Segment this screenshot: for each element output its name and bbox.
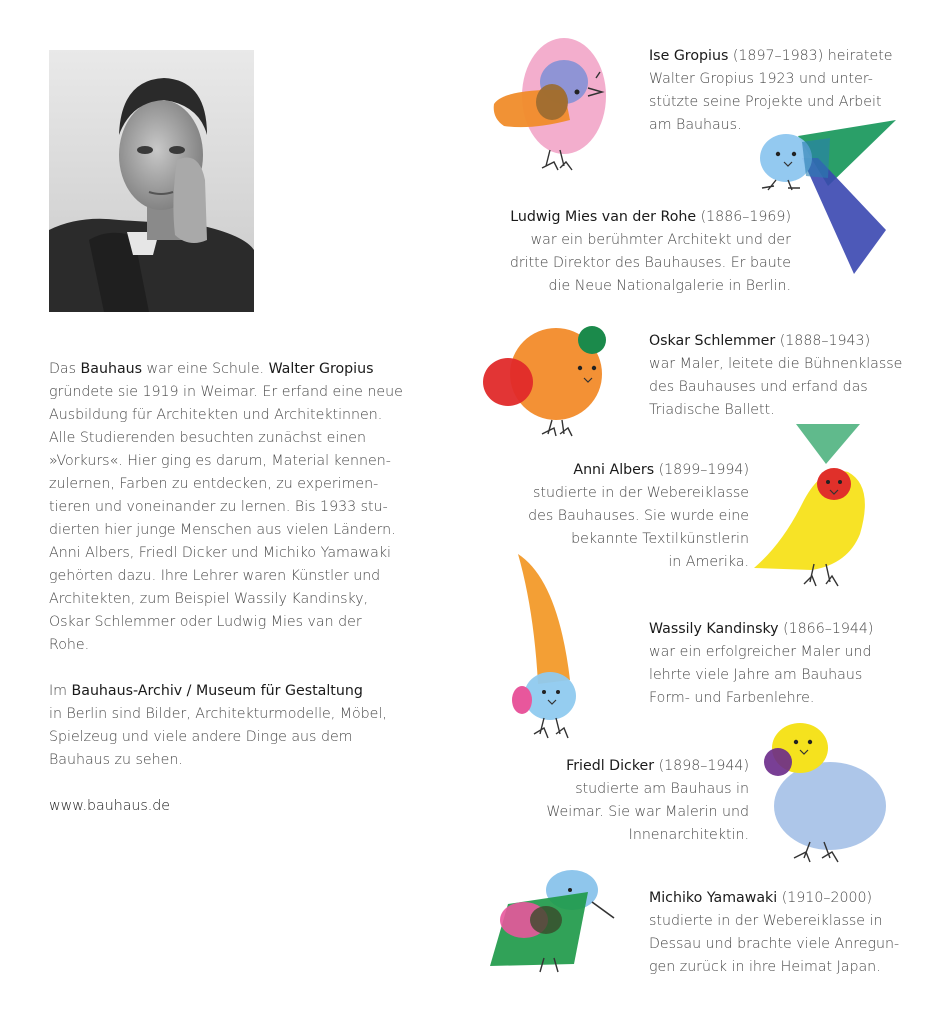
intro-paragraph-1: Das Bauhaus war eine Schule. Walter Gropius gründete sie 1919 in Weimar. Er erfand eine neue Ausbildung für Architekten und Architektinnen. Alle Studierenden besuchten zunächst einen »Vorkurs«. Hier ging es darum, Material kennen- zulernen, Farben zu entdecken, zu experimen- tieren und voneinander zu lernen. Bis 1933 stu- dierten hier junge Menschen aus vielen Ländern. Anni Albers, Friedl Dicker und Michiko Yamawaki gehörten dazu. Ihre Lehrer waren Künstler und Architekten, zum Beispiel Wassily Kandinsky, Oskar Schlemmer oder Ludwig Mies van der Rohe. [49,361,403,653]
bird-oskar-schlemmer-illustration [482,322,612,436]
bird-michiko-yamawaki-illustration [488,868,618,974]
bio-ise-gropius: Ise Gropius (1897–1983) heiratete Walter Gropius 1923 und unter- stützte seine Projekte und Arbeit am Bauhaus. [649,48,893,133]
bird-wassily-kandinsky-illustration [508,550,580,740]
bio-ludwig-mies-van-der-rohe: Ludwig Mies van der Rohe (1886–1969) war ein berühmter Architekt und der dritte Direktor des Bauhauses. Er baute die Neue Nationalgalerie in Berlin. [509,209,791,294]
bio-friedl-dicker: Friedl Dicker (1898–1944) studierte am Bauhaus in Weimar. Sie war Malerin und Innenarchitektin. [546,758,749,843]
bird-friedl-dicker-illustration [754,720,888,864]
bio-anni-albers: Anni Albers (1899–1994) studierte in der Webereiklasse des Bauhauses. Sie wurde eine bekannte Textilkünstlerin in Amerika. [528,462,749,570]
bio-oskar-schlemmer: Oskar Schlemmer (1888–1943) war Maler, leitete die Bühnenklasse des Bauhauses und erfand das Triadische Ballett. [649,333,903,418]
bird-ise-gropius-illustration [492,34,614,174]
portrait-photo-walter-gropius [49,50,254,312]
website-link[interactable]: www.bauhaus.de [49,798,171,814]
bird-anni-albers-illustration [752,424,870,588]
bio-michiko-yamawaki: Michiko Yamawaki (1910–2000) studierte in der Webereiklasse in Dessau und brachte viele Anregun- gen zurück in ihre Heimat Japan. [649,890,900,975]
intro-text [49,358,409,841]
intro-paragraph-2: Im Bauhaus-Archiv / Museum für Gestaltung in Berlin sind Bilder, Architekturmodelle, Möbel, Spielzeug und viele andere Dinge aus dem Bauhaus zu sehen. [49,683,387,768]
bio-wassily-kandinsky: Wassily Kandinsky (1866–1944) war ein erfolgreicher Maler und lehrte viele Jahre am Bauhaus Form- und Farbenlehre. [649,621,874,706]
intro-line-1: Das Bauhaus war eine Schule. Walter Gropius [49,361,374,377]
